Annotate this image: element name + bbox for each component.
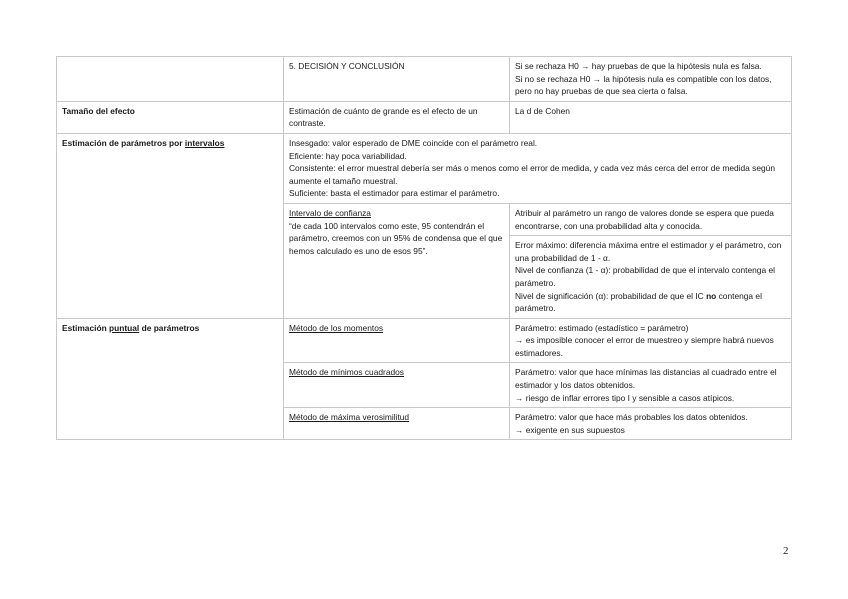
row-header <box>57 101 284 133</box>
table-row <box>57 133 792 203</box>
method-name: Método de mínimos cuadrados <box>289 367 404 378</box>
row-header-label: Estimación de parámetros por <box>62 137 185 148</box>
table-cell <box>510 101 792 133</box>
table-cell <box>510 363 792 408</box>
section-heading: 5. DECISIÓN Y CONCLUSIÓN <box>289 61 405 71</box>
row-header-label-underlined: puntual <box>109 322 140 333</box>
cell-text: Eficiente: hay poca variabilidad. <box>289 150 407 161</box>
table-cell <box>284 203 510 318</box>
method-name: Método de los momentos <box>289 322 384 333</box>
cell-text: Insesgado: valor esperado de DME coincide con el parámetro real. <box>289 137 538 148</box>
table-cell <box>284 318 510 363</box>
cell-text: Parámetro: valor que hace mínimas las distancias al cuadrado entre el estimador y los datos obtenidos. <box>515 367 777 391</box>
table-cell <box>510 203 792 235</box>
row-header-label-underlined: intervalos <box>184 137 225 148</box>
cell-text-part: contenga el parámetro. <box>515 290 762 314</box>
cell-text-part: Nivel de significación (α): probabilidad de que el IC <box>515 290 707 301</box>
cell-text: Si se rechaza H0 → hay pruebas de que la hipótesis nula es falsa. <box>515 61 762 71</box>
table-cell <box>284 57 510 102</box>
cell-text: Parámetro: valor que hace más probables los datos obtenidos. <box>515 412 748 423</box>
subheading: Intervalo de confianza <box>289 207 371 218</box>
cell-text: → es imposible conocer el error de muestreo y siempre habrá nuevos estimadores. <box>515 335 774 358</box>
cell-text: Consistente: el error muestral debería ser más o menos como el error de medida, y cada vez más cerca del error de medida según aumente el tamaño muestral. <box>289 163 775 186</box>
table-cell <box>510 236 792 319</box>
cell-text: La d de Cohen <box>515 105 570 116</box>
table-row <box>57 101 792 133</box>
row-header-label: de parámetros <box>139 322 200 333</box>
cell-text: Estimación de cuánto de grande es el efecto de un contraste. <box>289 105 478 129</box>
method-name: Método de máxima verosimilitud <box>289 412 410 423</box>
table-row <box>57 318 792 363</box>
table-cell <box>510 408 792 440</box>
table-cell <box>510 57 792 102</box>
cell-text <box>515 290 787 315</box>
cell-text: Suficiente: basta el estimador para estimar el parámetro. <box>289 188 500 199</box>
content-table <box>56 56 792 440</box>
cell-text: → riesgo de inflar errores tipo I y sensible a casos atípicos. <box>515 392 735 403</box>
row-header-label: Tamaño del efecto <box>62 105 135 116</box>
page-number: 2 <box>783 545 789 557</box>
row-header <box>57 318 284 440</box>
table-cell <box>284 363 510 408</box>
cell-text: “de cada 100 intervalos como este, 95 contendrán el parámetro, creemos con un 95% de condensa que el que hemos calculado es uno de esos 95”. <box>289 220 503 256</box>
cell-text: → exigente en sus supuestos <box>515 424 625 435</box>
cell-text-bold: no <box>706 290 717 301</box>
cell-text: Atribuir al parámetro un rango de valores donde se espera que pueda encontrarse, con una probabilidad alta y conocida. <box>515 207 774 231</box>
table-row <box>57 57 792 102</box>
cell-text: Parámetro: estimado (estadístico = parámetro) <box>515 322 689 333</box>
table-cell <box>510 318 792 363</box>
table-cell <box>57 57 284 102</box>
table-cell <box>284 133 792 203</box>
row-header-label: Estimación <box>62 322 110 333</box>
cell-text: Si no se rechaza H0 → la hipótesis nula es compatible con los datos, pero no hay pruebas de que sea cierta o falsa. <box>515 73 772 97</box>
row-header <box>57 133 284 318</box>
table-cell <box>284 101 510 133</box>
cell-text: Error máximo: diferencia máxima entre el estimador y el parámetro, con una probabilidad de 1 - α. <box>515 240 782 263</box>
table-cell <box>284 408 510 440</box>
cell-text: Nivel de confianza (1 - α): probabilidad de que el intervalo contenga el parámetro. <box>515 265 775 288</box>
